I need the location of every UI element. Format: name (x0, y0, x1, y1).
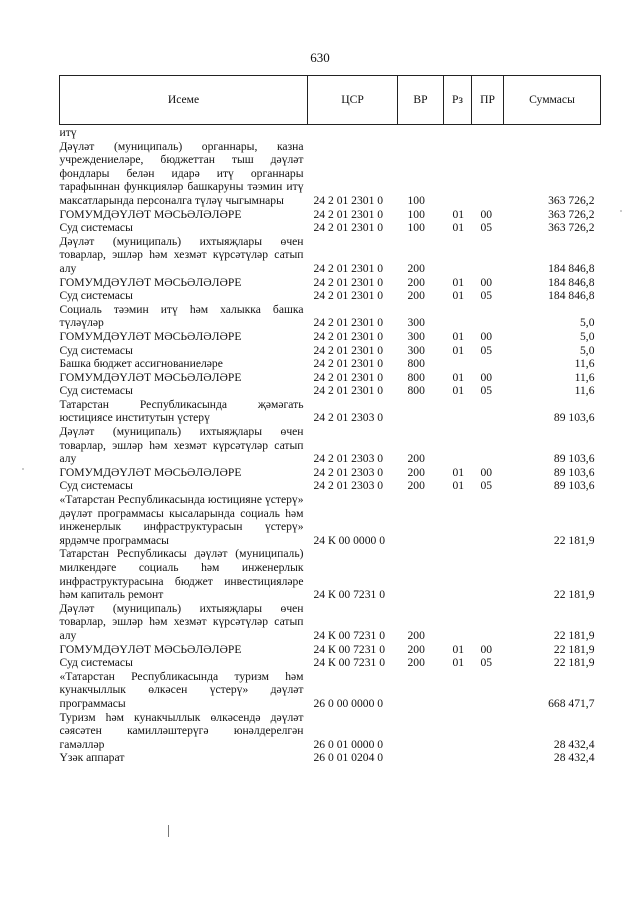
cell-csr: 26 0 00 0000 0 (313, 696, 384, 710)
table-row (60, 235, 601, 276)
cell-pr: 05 (480, 221, 493, 235)
cell-csr: 24 2 01 2303 0 (313, 452, 384, 466)
cell-sum: 5,0 (580, 343, 595, 357)
cell-sum: 89 103,6 (553, 479, 595, 493)
cell-rz: 01 (452, 275, 465, 289)
cell-csr: 24 2 01 2301 0 (313, 370, 384, 384)
cell-name: Суд системасы (59, 221, 133, 235)
cell-csr: 24 2 01 2301 0 (313, 207, 384, 221)
cell-name: Башка бюджет ассигнованиеләре (59, 357, 223, 371)
cell-rz (444, 425, 472, 466)
cell-pr (472, 670, 504, 711)
cell-csr: 24 К 00 7231 0 (313, 588, 385, 602)
cell-pr: 05 (480, 289, 493, 303)
cell-sum: 89 103,6 (553, 452, 595, 466)
table-row (60, 344, 601, 358)
cell-vr (398, 711, 444, 752)
cell-sum: 22 181,9 (553, 588, 595, 602)
cell-vr: 800 (407, 370, 425, 384)
table-row (60, 493, 601, 547)
table-row (60, 479, 601, 493)
cell-rz (444, 125, 472, 140)
cell-name: Татарстан Республикасында җәмәгать юстициясе институтын үстерү (59, 397, 304, 425)
cell-vr: 100 (407, 207, 425, 221)
cell-vr (398, 398, 444, 425)
cell-pr: 00 (480, 275, 493, 289)
cell-name: Дәүләт (муниципаль) ихтыяҗлары өчен товарлар, эшләр һәм хезмәт күрсәтүләр сатып алу (59, 234, 304, 275)
cell-vr: 200 (407, 628, 425, 642)
cell-name: ГОМУМДӘҮЛӘТ МӘСЬӘЛӘЛӘРЕ (59, 329, 242, 343)
cell-csr: 24 2 01 2301 0 (313, 316, 384, 330)
table-row (60, 303, 601, 330)
cell-csr: 24 К 00 7231 0 (313, 642, 385, 656)
header-name: Исеме (60, 76, 308, 125)
cell-name: Суд системасы (59, 384, 133, 398)
table-row (60, 656, 601, 670)
cell-rz: 01 (452, 642, 465, 656)
cell-vr: 300 (407, 343, 425, 357)
cell-vr (398, 670, 444, 711)
cell-name: «Татарстан Республикасында туризм һәм кунакчыллык өлкәсен үстерү» дәүләт программасы (59, 669, 304, 710)
cell-csr: 24 2 01 2301 0 (313, 289, 384, 303)
cell-sum: 11,6 (574, 370, 595, 384)
cell-rz: 01 (452, 479, 465, 493)
cell-vr: 200 (407, 275, 425, 289)
cell-sum: 22 181,9 (553, 656, 595, 670)
cell-csr: 24 К 00 0000 0 (313, 533, 385, 547)
cell-pr: 05 (480, 479, 493, 493)
cell-rz: 01 (452, 207, 465, 221)
cell-vr: 200 (407, 642, 425, 656)
cell-sum: 668 471,7 (548, 696, 595, 710)
table-body (60, 125, 601, 765)
cell-sum: 89 103,6 (553, 465, 595, 479)
cell-sum: 5,0 (580, 329, 595, 343)
header-sum: Суммасы (504, 76, 601, 125)
table-row (60, 125, 601, 140)
cell-rz (444, 670, 472, 711)
cell-name: Дәүләт (муниципаль) ихтыяҗлары өчен товарлар, эшләр һәм хезмәт күрсәтүләр сатып алу (59, 425, 304, 466)
cell-name: ГОМУМДӘҮЛӘТ МӘСЬӘЛӘЛӘРЕ (59, 642, 242, 656)
cell-name: ГОМУМДӘҮЛӘТ МӘСЬӘЛӘЛӘРЕ (59, 275, 242, 289)
cell-rz (444, 751, 472, 765)
cell-sum: 22 181,9 (553, 628, 595, 642)
cell-rz (444, 711, 472, 752)
cell-pr: 05 (480, 656, 493, 670)
cell-csr: 24 2 01 2301 0 (313, 384, 384, 398)
header-pr: ПР (472, 76, 504, 125)
cell-name: Үзәк аппарат (59, 751, 125, 765)
cell-name: Суд системасы (59, 343, 133, 357)
table-row (60, 371, 601, 385)
page-number: 630 (310, 50, 330, 65)
table-row (60, 384, 601, 398)
cell-vr: 200 (407, 261, 425, 275)
cell-pr: 00 (480, 329, 493, 343)
cell-csr: 24 2 01 2301 0 (313, 221, 384, 235)
cell-pr (472, 357, 504, 371)
cell-vr: 100 (407, 221, 425, 235)
cell-csr: 24 К 00 7231 0 (313, 628, 385, 642)
cell-name: Суд системасы (59, 656, 133, 670)
cell-rz (444, 547, 472, 601)
cell-vr: 800 (407, 357, 425, 371)
cell-pr (472, 751, 504, 765)
table-row (60, 276, 601, 290)
cell-vr (398, 547, 444, 601)
table-row (60, 208, 601, 222)
cell-sum: 22 181,9 (553, 533, 595, 547)
cell-csr: 24 2 01 2301 0 (313, 193, 384, 207)
cell-sum: 5,0 (580, 316, 595, 330)
cell-pr: 00 (480, 642, 493, 656)
cell-pr: 00 (480, 465, 493, 479)
cell-rz: 01 (452, 465, 465, 479)
cell-sum: 363 726,2 (548, 193, 595, 207)
cell-name: итү (59, 126, 77, 139)
table-row (60, 398, 601, 425)
budget-table (59, 75, 601, 765)
cell-sum: 184 846,8 (548, 261, 595, 275)
cell-rz (444, 398, 472, 425)
cell-rz: 01 (452, 343, 465, 357)
cell-vr: 200 (407, 452, 425, 466)
table-row (60, 289, 601, 303)
cell-csr: 24 2 01 2303 0 (313, 465, 384, 479)
table-row (60, 602, 601, 643)
cell-sum: 11,6 (574, 357, 595, 371)
cell-csr: 24 2 01 2301 0 (313, 275, 384, 289)
cell-csr: 24 2 01 2303 0 (313, 479, 384, 493)
cell-vr (398, 125, 444, 140)
cell-sum: 363 726,2 (548, 207, 595, 221)
cell-name: Татарстан Республикасы дәүләт (муниципаль) милкендәге социаль һәм инженерлык инфраструктурасына бюджет инвестицияләре һәм капиталь ремонт (59, 547, 304, 602)
cell-rz (444, 303, 472, 330)
cell-name: Суд системасы (59, 289, 133, 303)
cell-pr (472, 398, 504, 425)
cell-pr: 00 (480, 370, 493, 384)
table-row (60, 547, 601, 601)
cell-vr: 200 (407, 479, 425, 493)
cell-pr (472, 303, 504, 330)
cell-rz (444, 602, 472, 643)
cell-rz: 01 (452, 221, 465, 235)
cell-csr: 26 0 01 0204 0 (313, 751, 384, 765)
cell-name: «Татарстан Республикасында юстицияне үстерү» дәүләт программасы кысаларында социаль һәм инженерлык инфраструктурасын үстерү» ярдәмче программасы (59, 493, 304, 547)
cell-csr: 24 2 01 2301 0 (313, 329, 384, 343)
cell-rz (444, 140, 472, 208)
header-vr: ВР (398, 76, 444, 125)
cell-pr (472, 602, 504, 643)
table-row (60, 330, 601, 344)
cell-vr: 200 (407, 465, 425, 479)
cell-sum: 11,6 (574, 384, 595, 398)
cell-sum: 28 432,4 (553, 751, 595, 765)
cell-csr: 24 2 01 2301 0 (313, 343, 384, 357)
cell-vr: 300 (407, 316, 425, 330)
table-row (60, 711, 601, 752)
cell-rz: 01 (452, 289, 465, 303)
cell-pr (472, 425, 504, 466)
header-csr: ЦСР (308, 76, 398, 125)
cell-vr: 200 (407, 656, 425, 670)
cell-pr (472, 493, 504, 547)
cell-vr (398, 493, 444, 547)
cell-name: Туризм һәм кунакчыллык өлкәсендә дәүләт сәясәтен камилләштерүгә юнәлдерелгән гамәлләр (59, 710, 304, 751)
pen-mark (168, 825, 169, 837)
cell-sum: 28 432,4 (553, 737, 595, 751)
cell-name: Социаль тәэмин итү һәм халыкка башка түләүләр (59, 302, 304, 330)
cell-pr (472, 711, 504, 752)
header-rz: Рз (444, 76, 472, 125)
cell-rz: 01 (452, 329, 465, 343)
cell-sum: 22 181,9 (553, 642, 595, 656)
cell-csr: 24 2 01 2301 0 (313, 357, 384, 371)
cell-pr (472, 140, 504, 208)
cell-sum: 89 103,6 (553, 411, 595, 425)
scan-dot (22, 468, 24, 470)
cell-csr: 24 К 00 7231 0 (313, 656, 385, 670)
cell-rz (444, 357, 472, 371)
cell-rz: 01 (452, 656, 465, 670)
cell-pr (472, 547, 504, 601)
cell-pr: 00 (480, 207, 493, 221)
cell-vr: 800 (407, 384, 425, 398)
table-row (60, 425, 601, 466)
cell-sum: 184 846,8 (548, 289, 595, 303)
cell-rz (444, 235, 472, 276)
cell-sum: 363 726,2 (548, 221, 595, 235)
cell-pr: 05 (480, 384, 493, 398)
cell-vr (398, 751, 444, 765)
cell-csr (308, 125, 398, 140)
table-row (60, 140, 601, 208)
cell-csr: 24 2 01 2301 0 (313, 261, 384, 275)
cell-name: ГОМУМДӘҮЛӘТ МӘСЬӘЛӘЛӘРЕ (59, 207, 242, 221)
cell-csr: 24 2 01 2303 0 (313, 411, 384, 425)
cell-rz: 01 (452, 370, 465, 384)
table-row (60, 221, 601, 235)
cell-pr (472, 125, 504, 140)
cell-sum (504, 125, 601, 140)
cell-name: Дәүләт (муниципаль) ихтыяҗлары өчен товарлар, эшләр һәм хезмәт күрсәтүләр сатып алу (59, 601, 304, 642)
cell-vr: 300 (407, 329, 425, 343)
scan-dot (620, 210, 622, 212)
cell-name: Дәүләт (муниципаль) органнары, казна учреждениеләре, бюджеттан тыш дәүләт фондлары белән идарә итү органнары тарафыннан функцияләр башкаруны тәэмин итү максатларында персоналга түләү чыгымнары (59, 139, 304, 207)
cell-rz: 01 (452, 384, 465, 398)
table-row (60, 357, 601, 371)
cell-name: Суд системасы (59, 479, 133, 493)
table-row (60, 466, 601, 480)
cell-sum: 184 846,8 (548, 275, 595, 289)
table-header-row (60, 76, 601, 125)
cell-name: ГОМУМДӘҮЛӘТ МӘСЬӘЛӘЛӘРЕ (59, 465, 242, 479)
table-row (60, 751, 601, 765)
cell-vr: 200 (407, 289, 425, 303)
table-row (60, 670, 601, 711)
cell-name: ГОМУМДӘҮЛӘТ МӘСЬӘЛӘЛӘРЕ (59, 370, 242, 384)
cell-csr: 26 0 01 0000 0 (313, 737, 384, 751)
table-row (60, 643, 601, 657)
cell-rz (444, 493, 472, 547)
cell-pr: 05 (480, 343, 493, 357)
cell-vr: 100 (407, 193, 425, 207)
cell-pr (472, 235, 504, 276)
